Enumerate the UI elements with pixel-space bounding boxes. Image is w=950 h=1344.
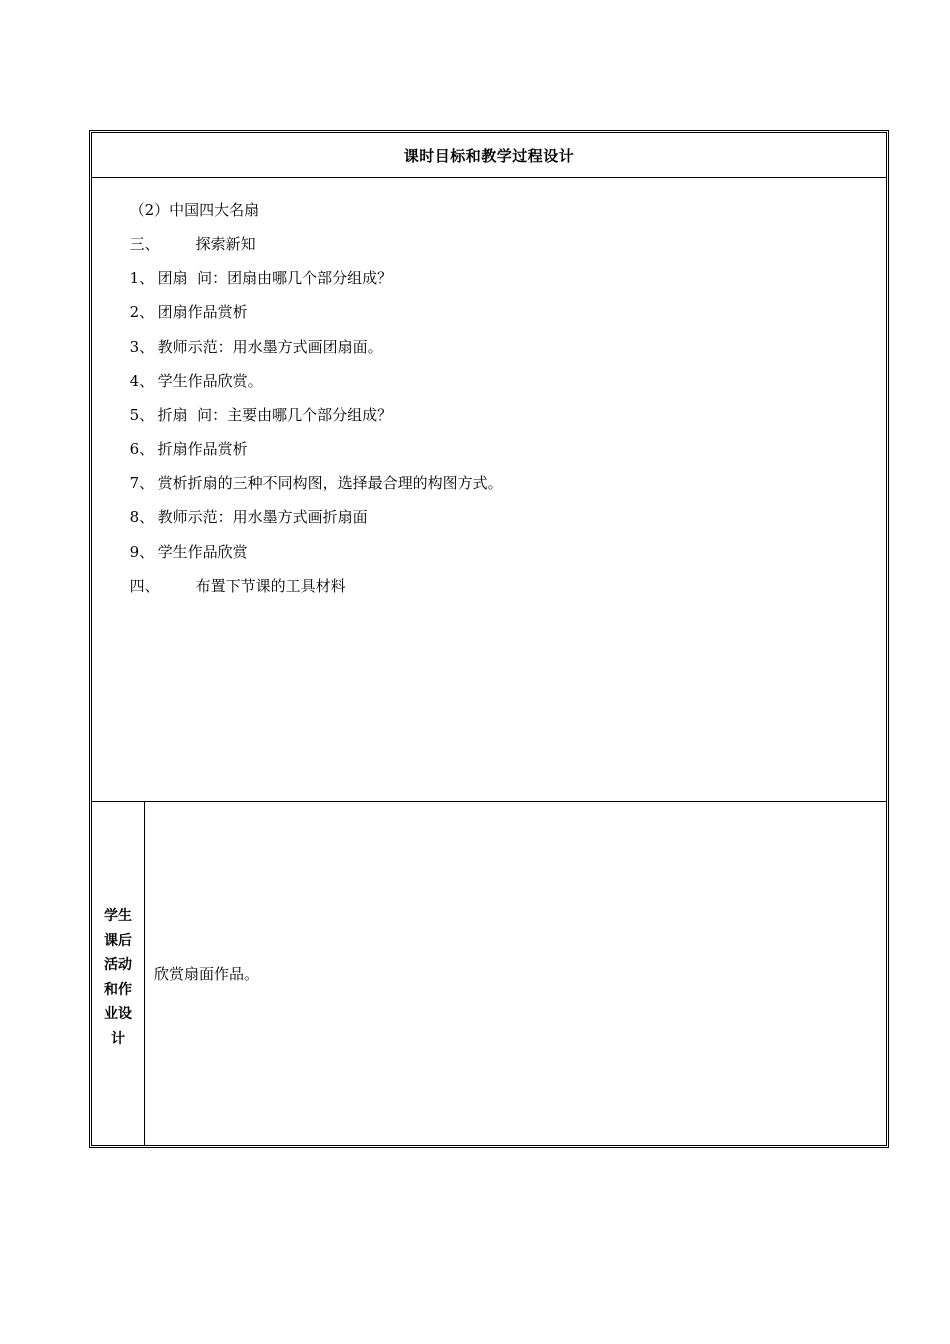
process-line: 1、 团扇 问：团扇由哪几个部分组成？ [129, 269, 393, 287]
process-section-heading: 四、 布置下节课的工具材料 [129, 577, 346, 595]
lesson-plan-table [89, 130, 889, 1148]
process-line: 9、 学生作品欣赏 [129, 543, 248, 561]
process-line: 3、 教师示范：用水墨方式画团扇面。 [129, 338, 383, 356]
homework-row [92, 802, 886, 1145]
process-line: （2）中国四大名扇 [129, 201, 260, 219]
process-section-heading: 三、 探索新知 [129, 235, 256, 253]
table-header-row [92, 133, 886, 178]
homework-label-cell [92, 802, 145, 1145]
homework-content: 欣赏扇面作品。 [154, 965, 260, 983]
process-line: 7、 赏析折扇的三种不同构图，选择最合理的构图方式。 [129, 474, 503, 492]
process-line: 4、 学生作品欣赏。 [129, 372, 263, 390]
process-line: 2、 团扇作品赏析 [129, 303, 248, 321]
homework-label: 学生课后活动和作业设计 [104, 908, 132, 1047]
teaching-process-cell [92, 178, 886, 802]
process-line: 6、 折扇作品赏析 [129, 440, 248, 458]
process-line: 5、 折扇 问：主要由哪几个部分组成？ [129, 406, 393, 424]
table-header-title: 课时目标和教学过程设计 [403, 146, 575, 165]
process-line: 8、 教师示范：用水墨方式画折扇面 [129, 508, 368, 526]
